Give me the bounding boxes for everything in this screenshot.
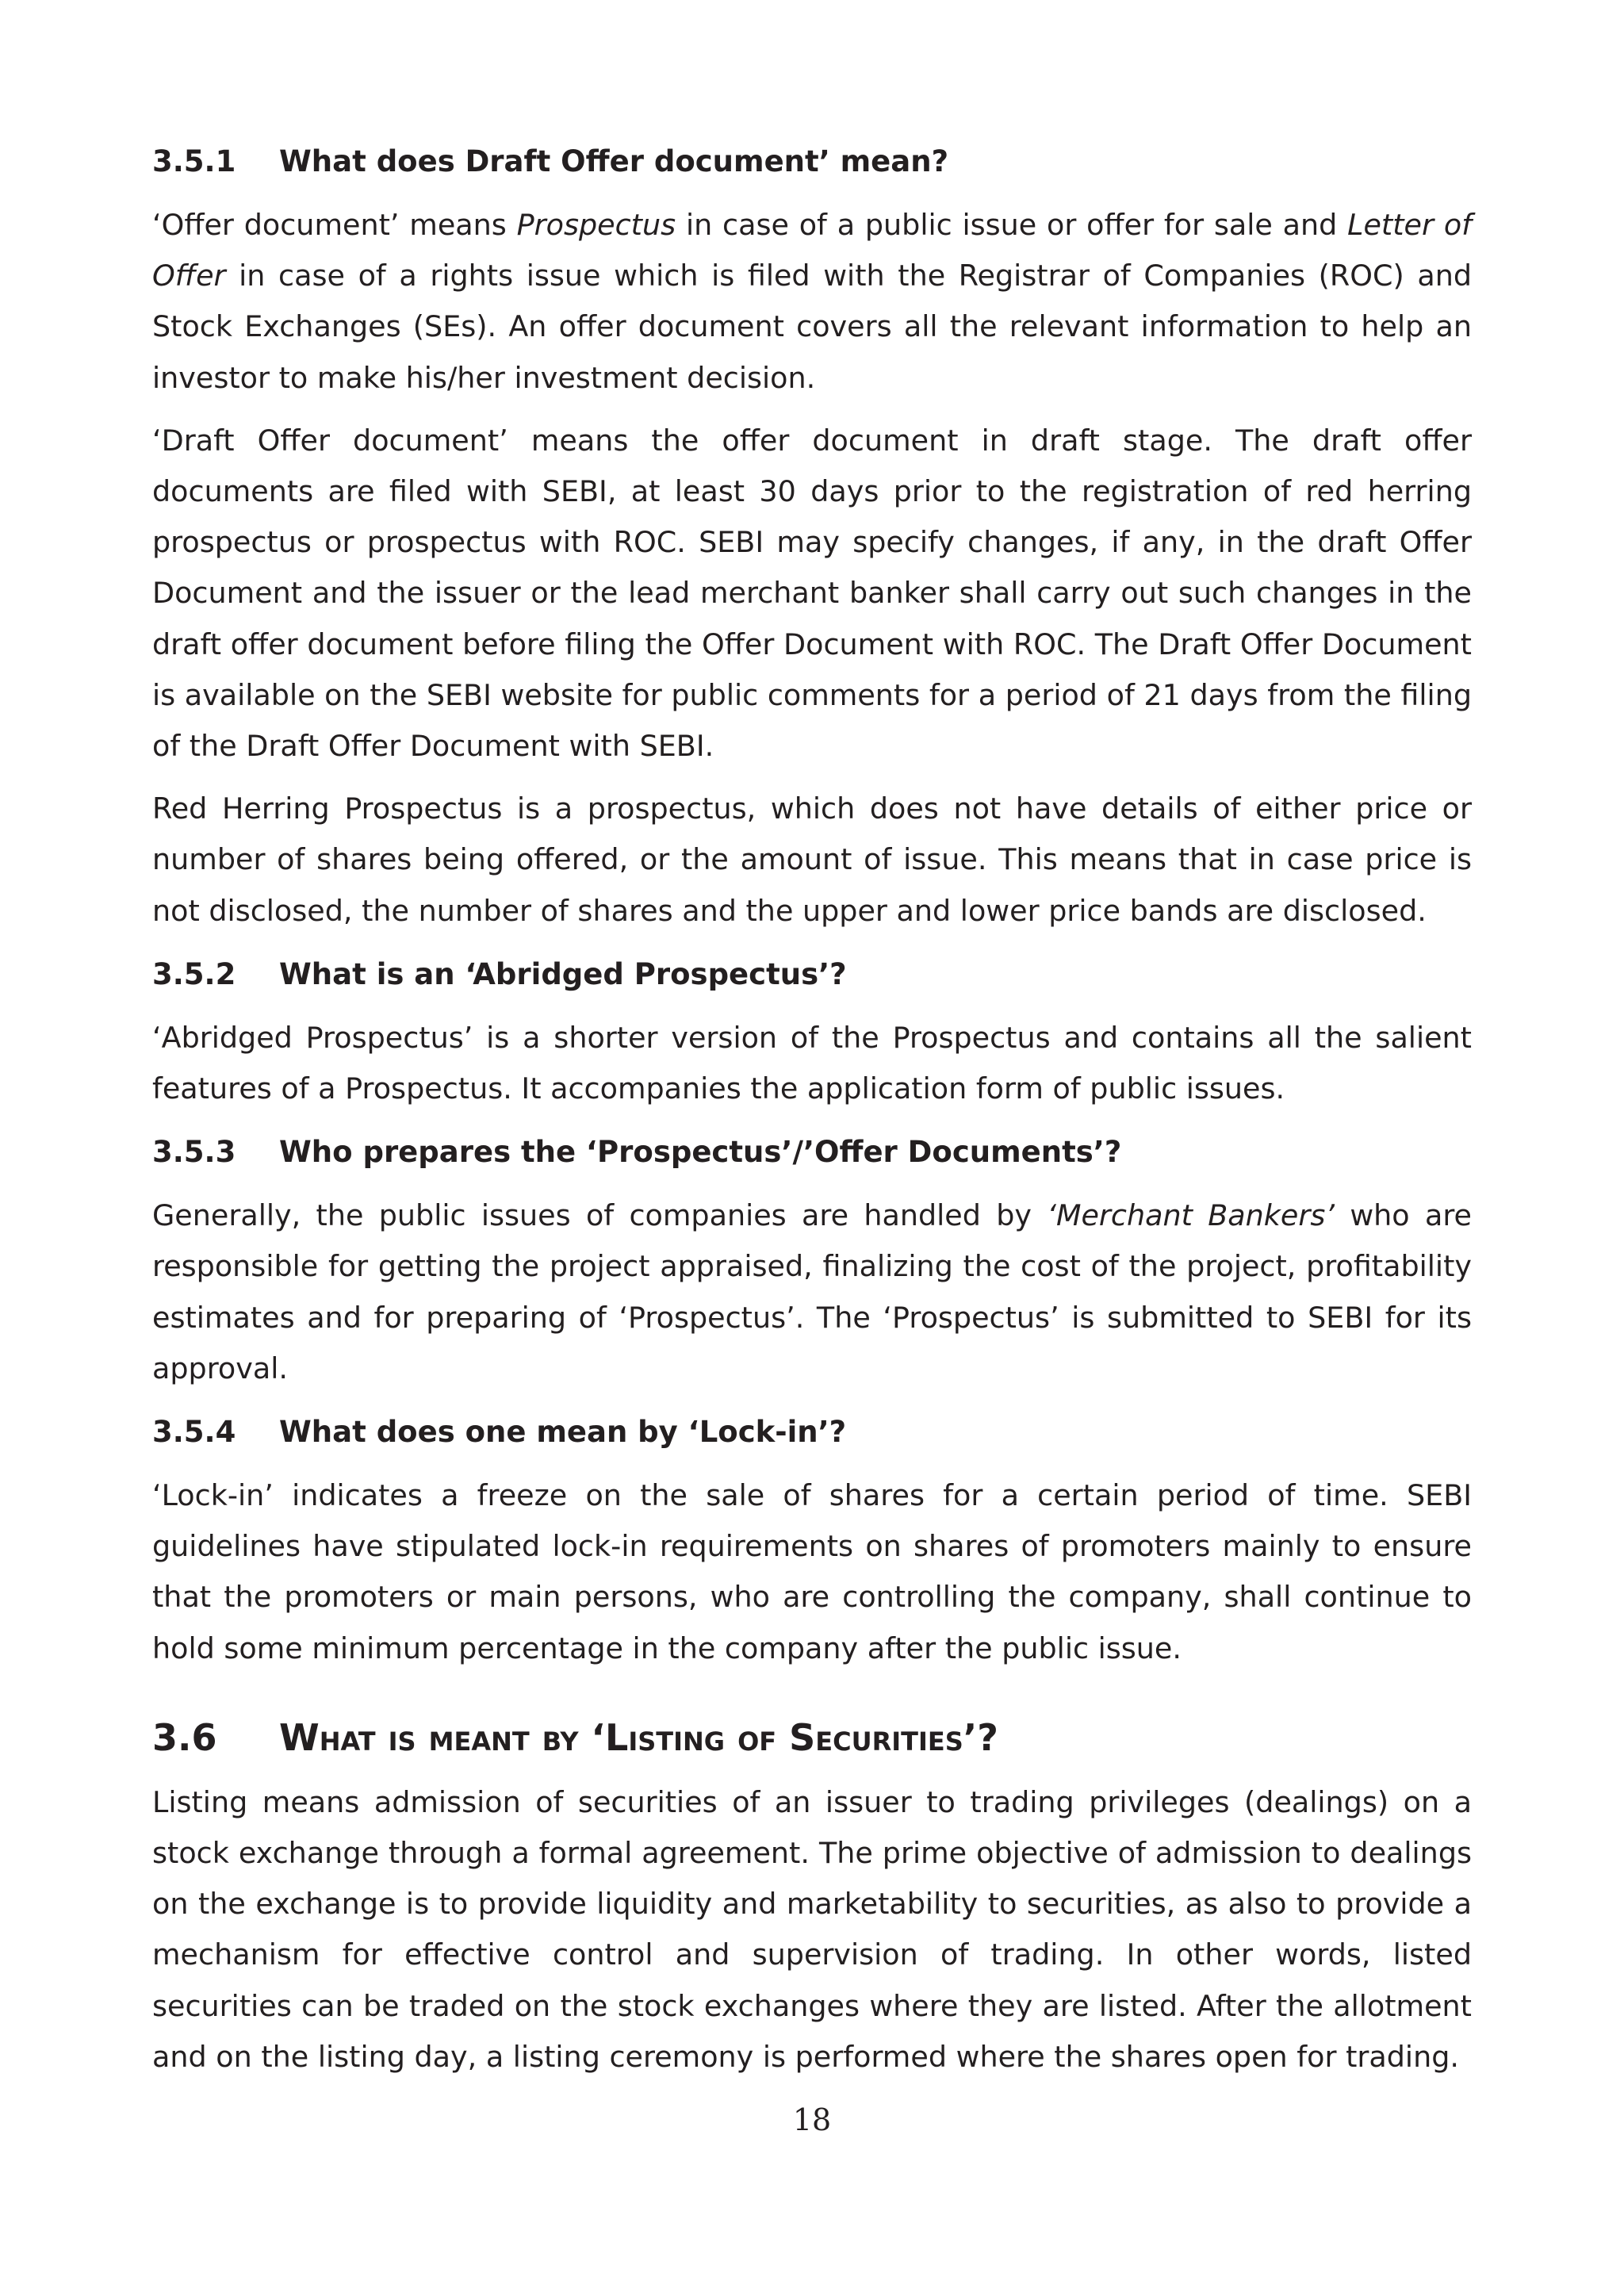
section-heading xyxy=(152,1410,1472,1454)
section-3-5-2 xyxy=(152,952,1472,1114)
text-run: in case of a rights issue which is filed with the Registrar of Companies (ROC) and Stock Exchanges (SEs). An offer document covers all the relevant information to help an investor to make his/her investment decision. xyxy=(152,259,1472,395)
section-title: What is an ‘Abridged Prospectus’? xyxy=(279,956,847,991)
text-run: Generally, the public issues of companies are handled by xyxy=(152,1198,1048,1233)
section-heading xyxy=(152,952,1472,997)
italic-term-merchant-bankers: ‘Merchant Bankers’ xyxy=(1047,1198,1335,1233)
section-3-5-1 xyxy=(152,140,1472,937)
text-run: ‘Offer document’ means xyxy=(152,208,517,242)
section-heading xyxy=(152,1714,1472,1761)
section-heading xyxy=(152,1130,1472,1175)
page-number: 18 xyxy=(792,2102,832,2137)
section-number: 3.5.3 xyxy=(152,1135,236,1170)
section-3-6 xyxy=(152,1714,1472,2083)
text-run: in case of a public issue or offer for sale and xyxy=(676,208,1348,242)
paragraph xyxy=(152,1190,1472,1394)
section-title: What is meant by ‘Listing of Securities’? xyxy=(279,1715,998,1759)
text-run: who are responsible for getting the project appraised, finalizing the cost of the project, profitability estimates and for preparing of ‘Prospectus’. The ‘Prospectus’ is submitted to SEBI for its approval. xyxy=(152,1198,1472,1385)
section-number: 3.6 xyxy=(152,1715,217,1759)
section-number: 3.5.1 xyxy=(152,144,236,178)
paragraph: ‘Draft Offer document’ means the offer document in draft stage. The draft offer documents are filed with SEBI, at least 30 days prior to the registration of red herring prospectus or prospectus with ROC. SEBI may specify changes, if any, in the draft Offer Document and the issuer or the lead merchant banker shall carry out such changes in the draft offer document before filing the Offer Document with ROC. The Draft Offer Document is available on the SEBI website for public comments for a period of 21 days from the filing of the Draft Offer Document with SEBI. xyxy=(152,423,1472,764)
section-3-5-3 xyxy=(152,1130,1472,1394)
paragraph: Red Herring Prospectus is a prospectus, which does not have details of either price or number of shares being offered, or the amount of issue. This means that in case price is not disclosed, the number of shares and the upper and lower price bands are disclosed. xyxy=(152,791,1472,928)
paragraph: ‘Abridged Prospectus’ is a shorter version of the Prospectus and contains all the salient features of a Prospectus. It accompanies the application form of public issues. xyxy=(152,1020,1472,1106)
section-number: 3.5.4 xyxy=(152,1415,236,1450)
section-title: What does Draft Offer document’ mean? xyxy=(279,144,949,178)
paragraph: ‘Lock-in’ indicates a freeze on the sale of shares for a certain period of time. SEBI guidelines have stipulated lock-in requirements on shares of promoters mainly to ensure that the promoters or main persons, who are controlling the company, shall continue to hold some minimum percentage in the company after the public issue. xyxy=(152,1478,1472,1665)
section-3-5-4 xyxy=(152,1410,1472,1674)
italic-term-prospectus: Prospectus xyxy=(516,208,676,242)
page-content xyxy=(152,140,1472,2083)
section-title: Who prepares the ‘Prospectus’/’Offer Documents’? xyxy=(279,1135,1122,1170)
paragraph: Listing means admission of securities of an issuer to trading privileges (dealings) on a stock exchange through a formal agreement. The prime objective of admission to dealings on the exchange is to provide liquidity and marketability to securities, as also to provide a mechanism for effective control and supervision of trading. In other words, listed securities can be traded on the stock exchanges where they are listed. After the allotment and on the listing day, a listing ceremony is performed where the shares open for trading. xyxy=(152,1784,1472,2074)
section-heading xyxy=(152,140,1472,184)
italic-term-letter-of-offer: Letter of Offer xyxy=(152,208,1472,293)
paragraph xyxy=(152,200,1472,404)
section-title: What does one mean by ‘Lock-in’? xyxy=(279,1415,847,1450)
section-number: 3.5.2 xyxy=(152,956,236,991)
